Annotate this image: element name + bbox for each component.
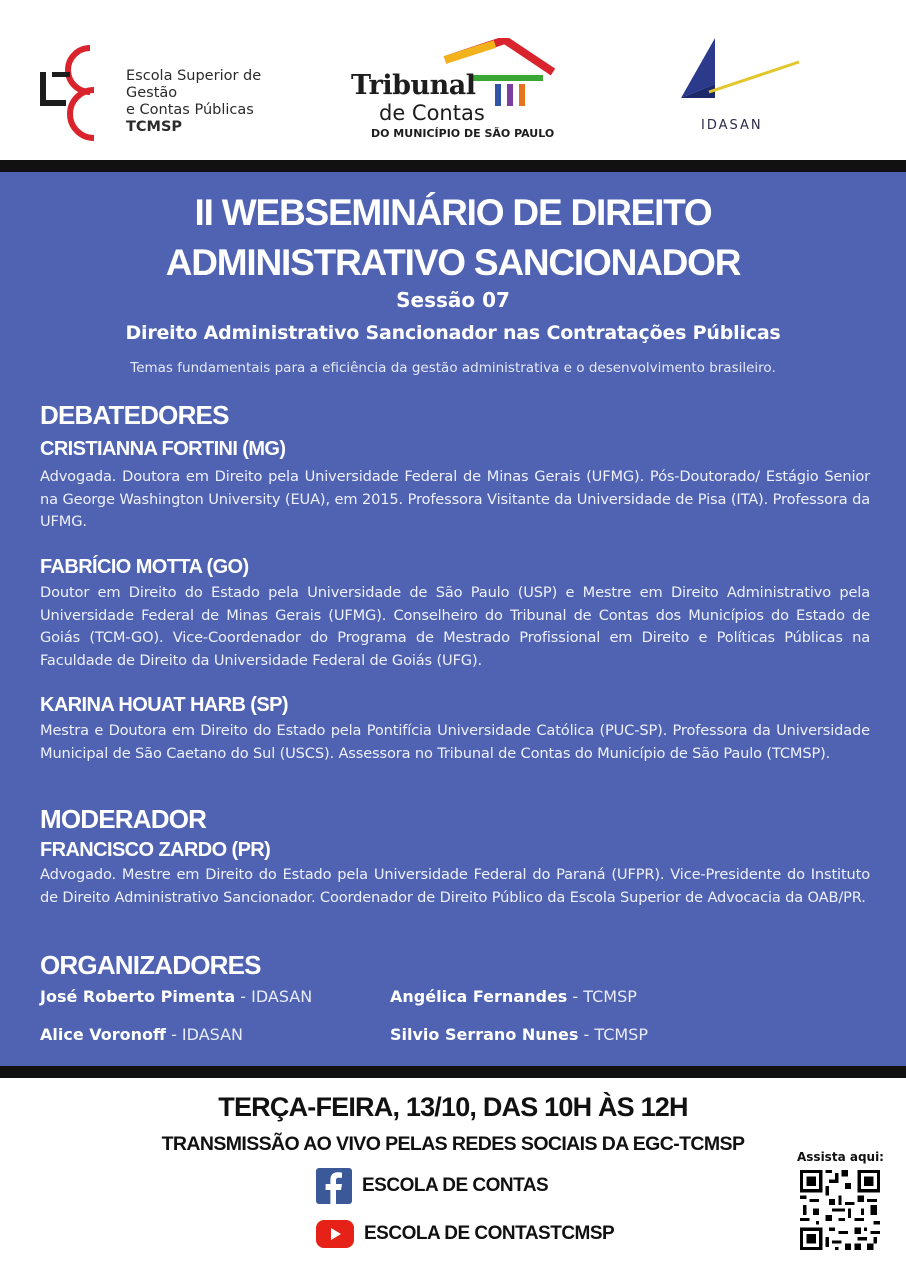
debater-name: KARINA HOUAT HARB (SP): [40, 694, 288, 716]
organizer-name: José Roberto Pimenta: [40, 987, 236, 1006]
egc-name-line2: e Contas Públicas: [126, 102, 254, 118]
debater-bio: Doutor em Direito do Estado pela Universidade de São Paulo (USP) e Mestre em Direito Administrativo pela Universidade Federal de Minas Gerais (UFMG). Conselheiro do Tribunal de Contas dos Municípios do Estado de Goiás (TCM-GO). Vice-Coordenador do Programa de Mestrado Profissional em Direito e Políticas Públicas na Faculdade de Direito da Universidade Federal de Goiás (UFG).: [40, 584, 870, 669]
event-date: TERÇA-FEIRA, 13/10, DAS 10H ÀS 12H: [218, 1092, 688, 1122]
youtube-link[interactable]: [316, 1216, 614, 1252]
moderator-name: FRANCISCO ZARDO (PR): [40, 839, 271, 861]
idasan-logo: [665, 36, 805, 140]
tribunal-name-line2: de Contas: [379, 101, 485, 125]
egc-logo-mark: [36, 42, 122, 142]
tribunal-name-line1: Tribunal: [351, 70, 476, 101]
idasan-logo-mark: [673, 36, 803, 106]
organizer-item: [390, 1025, 648, 1044]
idasan-name: IDASAN: [701, 118, 763, 133]
qr-code[interactable]: [800, 1170, 880, 1250]
debater-bio: Mestra e Doutora em Direito do Estado pela Pontifícia Universidade Católica (PUC-SP). Professora da Universidade Municipal de São Caetano do Sul (USCS). Assessora no Tribunal de Contas do Município de São Paulo (TCMSP).: [40, 722, 870, 762]
egc-name-line3: TCMSP: [126, 119, 183, 135]
main-panel: [0, 172, 906, 1066]
facebook-link[interactable]: [316, 1168, 548, 1204]
tribunal-logo: [345, 38, 560, 148]
organizer-item: [40, 987, 312, 1006]
organizer-affiliation: - TCMSP: [567, 987, 637, 1006]
debater-name: CRISTIANNA FORTINI (MG): [40, 438, 286, 460]
organizer-item: [390, 987, 637, 1006]
stream-info: TRANSMISSÃO AO VIVO PELAS REDES SOCIAIS DA EGC-TCMSP: [161, 1133, 745, 1155]
organizer-affiliation: - IDASAN: [165, 1025, 243, 1044]
organizer-name: Angélica Fernandes: [390, 987, 568, 1006]
youtube-icon: [316, 1220, 354, 1248]
organizer-affiliation: - TCMSP: [578, 1025, 648, 1044]
egc-name-line1: Escola Superior de Gestão: [126, 68, 262, 101]
facebook-label: ESCOLA DE CONTAS: [362, 1175, 549, 1196]
organizer-affiliation: - IDASAN: [235, 987, 313, 1006]
egc-logo: [36, 42, 316, 142]
debater-name: FABRÍCIO MOTTA (GO): [40, 556, 249, 578]
divider-bar-bottom: [0, 1066, 906, 1078]
session-subtitle: Direito Administrativo Sancionador nas Contratações Públicas: [125, 322, 781, 344]
youtube-label: ESCOLA DE CONTASTCMSP: [364, 1223, 615, 1244]
organizers-heading: ORGANIZADORES: [40, 950, 261, 980]
divider-bar-top: [0, 160, 906, 172]
facebook-icon: [316, 1168, 352, 1204]
event-title-line1: II WEBSEMINÁRIO DE DIREITO: [194, 192, 712, 233]
session-tagline: Temas fundamentais para a eficiência da gestão administrativa e o desenvolvimento brasileiro.: [130, 360, 776, 376]
organizer-name: Silvio Serrano Nunes: [390, 1025, 579, 1044]
footer: [0, 1078, 906, 1280]
event-title-line2: ADMINISTRATIVO SANCIONADOR: [165, 242, 741, 283]
moderator-bio: Advogado. Mestre em Direito do Estado pela Universidade Federal do Paraná (UFPR). Vice-Presidente do Instituto de Direito Administrativo Sancionador. Coordenador de Direito Público da Escola Superior de Advocacia da OAB/PR.: [40, 866, 870, 906]
session-label: Sessão 07: [396, 288, 510, 312]
organizer-name: Alice Voronoff: [40, 1025, 166, 1044]
moderator-heading: MODERADOR: [40, 804, 207, 834]
organizer-item: [40, 1025, 243, 1044]
tribunal-name-line3: DO MUNICÍPIO DE SÃO PAULO: [371, 127, 555, 140]
watch-label: Assista aqui:: [797, 1150, 884, 1164]
header-logos: [0, 0, 906, 160]
debater-bio: Advogada. Doutora em Direito pela Universidade Federal de Minas Gerais (UFMG). Pós-Doutorado/ Estágio Senior na George Washington University (EUA), em 2015. Professora Visitante da Universidade de Pisa (ITA). Professora da UFMG.: [40, 468, 870, 530]
debaters-heading: DEBATEDORES: [40, 400, 229, 430]
